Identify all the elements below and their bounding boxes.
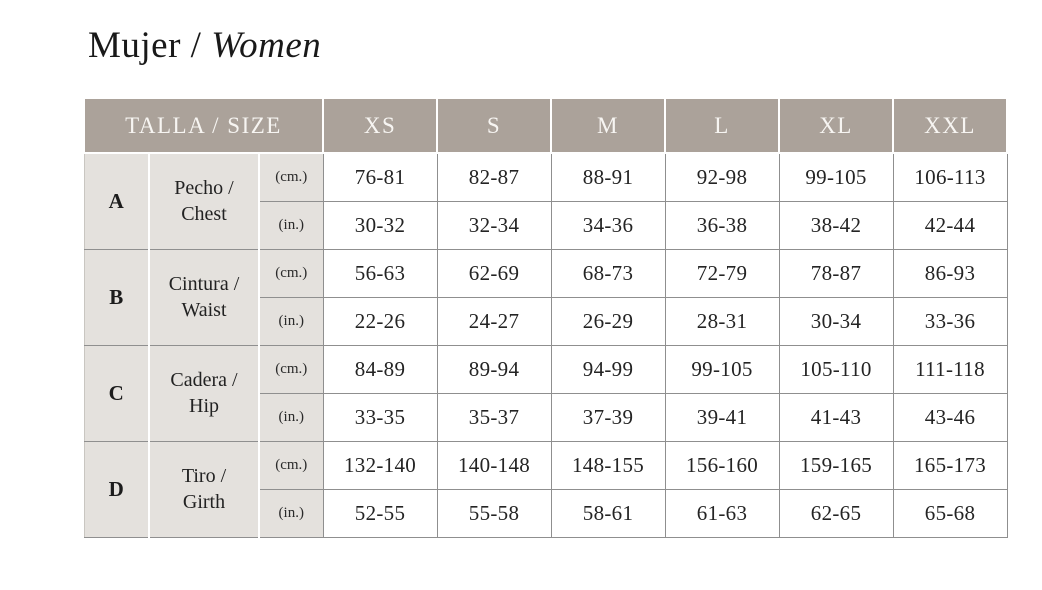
measure-name-c-en: Hip: [189, 395, 219, 417]
value-cell: 35-37: [437, 393, 551, 441]
value-cell: 89-94: [437, 345, 551, 393]
value-cell: 99-105: [665, 345, 779, 393]
table-row-b-cm: [84, 249, 1007, 297]
value-cell: 82-87: [437, 153, 551, 201]
value-cell: 30-34: [779, 297, 893, 345]
value-cell: 26-29: [551, 297, 665, 345]
value-cell: 140-148: [437, 441, 551, 489]
value-cell: 148-155: [551, 441, 665, 489]
row-letter-d: D: [84, 441, 149, 537]
value-cell: 78-87: [779, 249, 893, 297]
value-cell: 33-35: [323, 393, 437, 441]
value-cell: 33-36: [893, 297, 1007, 345]
measure-name-c-es: Cadera /: [170, 369, 238, 391]
value-cell: 132-140: [323, 441, 437, 489]
value-cell: 42-44: [893, 201, 1007, 249]
row-letter-c: C: [84, 345, 149, 441]
measure-name-c: [149, 345, 259, 441]
table-row-c-cm: [84, 345, 1007, 393]
value-cell: 22-26: [323, 297, 437, 345]
size-col-xs: XS: [323, 98, 437, 153]
talla-size-header: TALLA / SIZE: [84, 98, 323, 153]
page-title-regular: Mujer /: [88, 25, 212, 66]
value-cell: 41-43: [779, 393, 893, 441]
value-cell: 34-36: [551, 201, 665, 249]
measure-name-d-es: Tiro /: [181, 465, 227, 487]
measure-name-b: [149, 249, 259, 345]
value-cell: 58-61: [551, 489, 665, 537]
size-col-xxl: XXL: [893, 98, 1007, 153]
table-row-a-cm: [84, 153, 1007, 201]
unit-label-cm: (cm.): [259, 345, 323, 393]
value-cell: 24-27: [437, 297, 551, 345]
value-cell: 37-39: [551, 393, 665, 441]
value-cell: 36-38: [665, 201, 779, 249]
value-cell: 99-105: [779, 153, 893, 201]
value-cell: 165-173: [893, 441, 1007, 489]
unit-label-in: (in.): [259, 393, 323, 441]
value-cell: 39-41: [665, 393, 779, 441]
value-cell: 32-34: [437, 201, 551, 249]
value-cell: 61-63: [665, 489, 779, 537]
value-cell: 55-58: [437, 489, 551, 537]
value-cell: 62-65: [779, 489, 893, 537]
size-col-s: S: [437, 98, 551, 153]
size-col-xl: XL: [779, 98, 893, 153]
value-cell: 159-165: [779, 441, 893, 489]
measure-name-d-en: Girth: [182, 491, 226, 513]
measure-name-a: [149, 153, 259, 249]
measure-name-b-es: Cintura /: [168, 273, 240, 295]
measure-name-d: [149, 441, 259, 537]
table-row-d-cm: [84, 441, 1007, 489]
value-cell: 43-46: [893, 393, 1007, 441]
unit-label-in: (in.): [259, 489, 323, 537]
value-cell: 68-73: [551, 249, 665, 297]
value-cell: 88-91: [551, 153, 665, 201]
unit-label-cm: (cm.): [259, 249, 323, 297]
value-cell: 76-81: [323, 153, 437, 201]
value-cell: 65-68: [893, 489, 1007, 537]
value-cell: 38-42: [779, 201, 893, 249]
value-cell: 156-160: [665, 441, 779, 489]
unit-label-cm: (cm.): [259, 153, 323, 201]
page-title: [88, 24, 321, 67]
unit-label-cm: (cm.): [259, 441, 323, 489]
value-cell: 92-98: [665, 153, 779, 201]
value-cell: 62-69: [437, 249, 551, 297]
row-letter-b: B: [84, 249, 149, 345]
value-cell: 84-89: [323, 345, 437, 393]
header-row: [84, 98, 1007, 153]
size-col-l: L: [665, 98, 779, 153]
measure-name-a-en: Chest: [181, 203, 227, 226]
value-cell: 72-79: [665, 249, 779, 297]
size-col-m: M: [551, 98, 665, 153]
measure-name-b-en: Waist: [181, 299, 227, 321]
value-cell: 94-99: [551, 345, 665, 393]
unit-label-in: (in.): [259, 297, 323, 345]
value-cell: 28-31: [665, 297, 779, 345]
unit-label-in: (in.): [259, 201, 323, 249]
value-cell: 111-118: [893, 345, 1007, 393]
size-chart-table: [83, 97, 1008, 538]
page-title-italic: Women: [211, 25, 322, 66]
value-cell: 30-32: [323, 201, 437, 249]
row-letter-a: A: [84, 153, 149, 249]
value-cell: 105-110: [779, 345, 893, 393]
value-cell: 52-55: [323, 489, 437, 537]
value-cell: 106-113: [893, 153, 1007, 201]
value-cell: 56-63: [323, 249, 437, 297]
value-cell: 86-93: [893, 249, 1007, 297]
measure-name-a-es: Pecho /: [174, 177, 234, 200]
